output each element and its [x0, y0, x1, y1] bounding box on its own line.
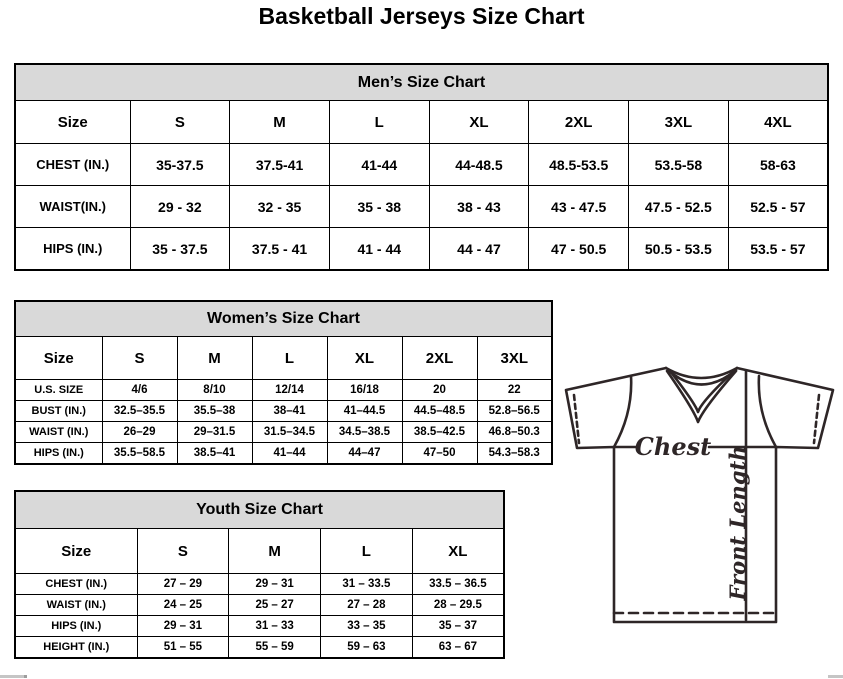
- table-cell: 38–41: [252, 401, 327, 422]
- table-caption-row: [15, 301, 552, 337]
- column-header: 2XL: [402, 337, 477, 380]
- column-header: S: [102, 337, 177, 380]
- table-cell: 29 – 31: [229, 574, 321, 595]
- table-cell: 41 - 44: [329, 228, 429, 271]
- column-header-row: [15, 529, 504, 574]
- table-cell: 35 – 37: [412, 616, 504, 637]
- column-header: XL: [327, 337, 402, 380]
- column-header: L: [252, 337, 327, 380]
- table-cell: 37.5-41: [230, 144, 330, 186]
- table-row: [15, 228, 828, 271]
- table-cell: 63 – 67: [412, 637, 504, 659]
- table-cell: 33.5 – 36.5: [412, 574, 504, 595]
- table-cell: 52.8–56.5: [477, 401, 552, 422]
- chest-label: Chest: [634, 432, 712, 461]
- column-header: 4XL: [728, 101, 828, 144]
- row-label: WAIST (IN.): [15, 422, 102, 443]
- row-label: BUST (IN.): [15, 401, 102, 422]
- column-header: M: [229, 529, 321, 574]
- row-label: HEIGHT (IN.): [15, 637, 137, 659]
- column-header: M: [230, 101, 330, 144]
- table-cell: 44-48.5: [429, 144, 529, 186]
- table-row: [15, 186, 828, 228]
- table-cell: 52.5 - 57: [728, 186, 828, 228]
- table-cell: 32 - 35: [230, 186, 330, 228]
- column-header: 2XL: [529, 101, 629, 144]
- table-row: [15, 637, 504, 659]
- column-header: Size: [15, 337, 102, 380]
- table-caption-row: [15, 491, 504, 529]
- table-cell: 47 - 50.5: [529, 228, 629, 271]
- table-caption: Men’s Size Chart: [15, 64, 828, 101]
- table-cell: 47.5 - 52.5: [629, 186, 729, 228]
- column-header: XL: [412, 529, 504, 574]
- table-cell: 50.5 - 53.5: [629, 228, 729, 271]
- mens-size-table: [14, 63, 829, 271]
- table-cell: 38 - 43: [429, 186, 529, 228]
- column-header: M: [177, 337, 252, 380]
- row-label: HIPS (IN.): [15, 443, 102, 465]
- table-cell: 4/6: [102, 380, 177, 401]
- table-cell: 38.5–42.5: [402, 422, 477, 443]
- table-row: [15, 144, 828, 186]
- table-cell: 29 – 31: [137, 616, 229, 637]
- row-label: CHEST (IN.): [15, 144, 130, 186]
- table-row: [15, 443, 552, 465]
- table-cell: 29 - 32: [130, 186, 230, 228]
- table-caption: Women’s Size Chart: [15, 301, 552, 337]
- table-cell: 44 - 47: [429, 228, 529, 271]
- table-caption-row: [15, 64, 828, 101]
- table-cell: 41-44: [329, 144, 429, 186]
- table-cell: 54.3–58.3: [477, 443, 552, 465]
- table-cell: 35-37.5: [130, 144, 230, 186]
- youth-size-table: [14, 490, 505, 659]
- table-cell: 12/14: [252, 380, 327, 401]
- table-cell: 32.5–35.5: [102, 401, 177, 422]
- column-header-row: [15, 101, 828, 144]
- table-cell: 48.5-53.5: [529, 144, 629, 186]
- table-cell: 27 – 28: [321, 595, 413, 616]
- womens-size-table: [14, 300, 553, 465]
- column-header: 3XL: [629, 101, 729, 144]
- table-cell: 35 - 37.5: [130, 228, 230, 271]
- row-label: HIPS (IN.): [15, 228, 130, 271]
- table-cell: 35.5–38: [177, 401, 252, 422]
- row-label: WAIST(IN.): [15, 186, 130, 228]
- row-label: HIPS (IN.): [15, 616, 137, 637]
- jersey-measurement-diagram: [556, 358, 840, 630]
- table-cell: 43 - 47.5: [529, 186, 629, 228]
- column-header: S: [130, 101, 230, 144]
- column-header: XL: [429, 101, 529, 144]
- table-cell: 34.5–38.5: [327, 422, 402, 443]
- table-cell: 41–44.5: [327, 401, 402, 422]
- table-cell: 27 – 29: [137, 574, 229, 595]
- column-header: 3XL: [477, 337, 552, 380]
- row-label: WAIST (IN.): [15, 595, 137, 616]
- table-cell: 16/18: [327, 380, 402, 401]
- table-row: [15, 380, 552, 401]
- table-cell: 41–44: [252, 443, 327, 465]
- table-cell: 22: [477, 380, 552, 401]
- row-label: U.S. SIZE: [15, 380, 102, 401]
- table-cell: 31.5–34.5: [252, 422, 327, 443]
- table-row: [15, 595, 504, 616]
- table-cell: 58-63: [728, 144, 828, 186]
- table-cell: 38.5–41: [177, 443, 252, 465]
- table-cell: 8/10: [177, 380, 252, 401]
- table-cell: 35 - 38: [329, 186, 429, 228]
- table-cell: 28 – 29.5: [412, 595, 504, 616]
- hscrollbar-thumb-fragment-left[interactable]: [0, 675, 27, 678]
- table-cell: 31 – 33: [229, 616, 321, 637]
- table-cell: 53.5-58: [629, 144, 729, 186]
- table-row: [15, 574, 504, 595]
- table-row: [15, 422, 552, 443]
- table-cell: 44.5–48.5: [402, 401, 477, 422]
- table-caption: Youth Size Chart: [15, 491, 504, 529]
- hscrollbar-thumb-fragment-right[interactable]: [828, 675, 843, 678]
- table-cell: 47–50: [402, 443, 477, 465]
- table-cell: 25 – 27: [229, 595, 321, 616]
- table-cell: 35.5–58.5: [102, 443, 177, 465]
- column-header: Size: [15, 101, 130, 144]
- front-length-label: Front Length: [725, 445, 750, 601]
- table-cell: 53.5 - 57: [728, 228, 828, 271]
- column-header: S: [137, 529, 229, 574]
- table-cell: 51 – 55: [137, 637, 229, 659]
- table-cell: 46.8–50.3: [477, 422, 552, 443]
- table-cell: 20: [402, 380, 477, 401]
- table-cell: 55 – 59: [229, 637, 321, 659]
- table-row: [15, 401, 552, 422]
- column-header-row: [15, 337, 552, 380]
- table-cell: 31 – 33.5: [321, 574, 413, 595]
- table-cell: 37.5 - 41: [230, 228, 330, 271]
- table-cell: 59 – 63: [321, 637, 413, 659]
- row-label: CHEST (IN.): [15, 574, 137, 595]
- table-cell: 44–47: [327, 443, 402, 465]
- column-header: L: [329, 101, 429, 144]
- table-cell: 29–31.5: [177, 422, 252, 443]
- column-header: L: [321, 529, 413, 574]
- page-title: Basketball Jerseys Size Chart: [258, 3, 585, 29]
- table-cell: 24 – 25: [137, 595, 229, 616]
- column-header: Size: [15, 529, 137, 574]
- table-cell: 33 – 35: [321, 616, 413, 637]
- jersey-outline: [566, 368, 833, 622]
- table-cell: 26–29: [102, 422, 177, 443]
- table-row: [15, 616, 504, 637]
